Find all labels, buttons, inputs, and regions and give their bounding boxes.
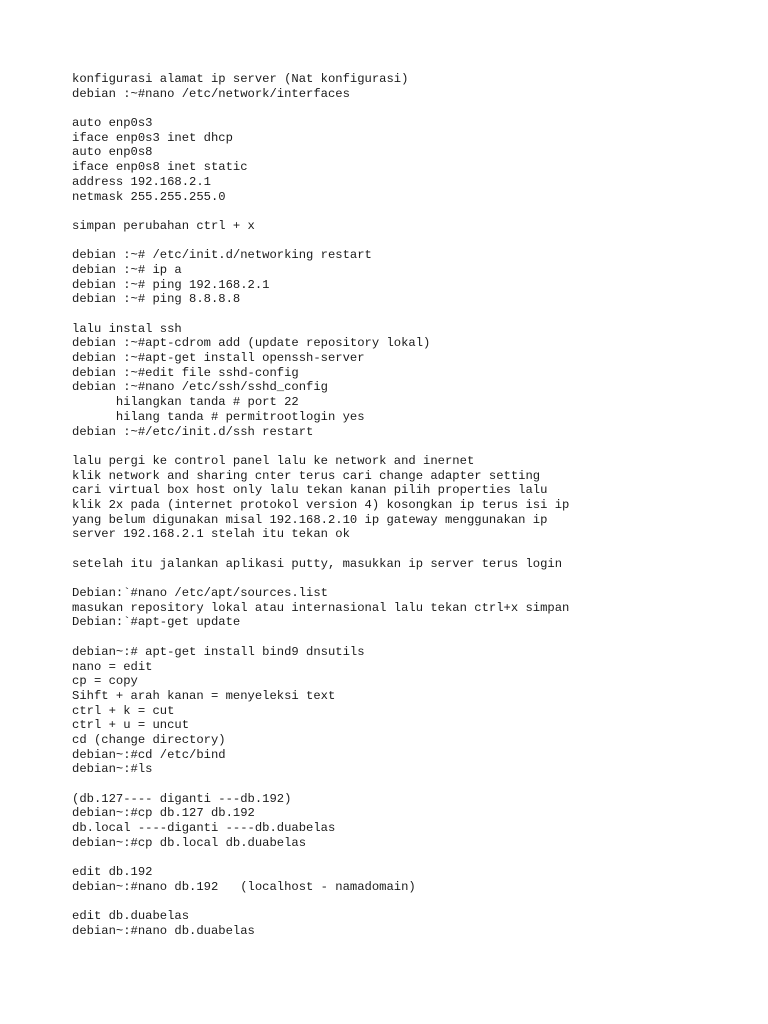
document-line: lalu pergi ke control panel lalu ke network and inernet — [72, 453, 475, 468]
document-line — [72, 630, 752, 645]
document-line: cp = copy — [72, 674, 138, 689]
document-line: edit db.duabelas — [72, 909, 190, 924]
document-body — [72, 72, 752, 939]
document-line: debian :~# ip a — [72, 262, 182, 277]
document-line: debian :~#/etc/init.d/ssh restart — [72, 424, 314, 439]
document-line: masukan repository lokal atau internasional lalu tekan ctrl+x simpan — [72, 600, 570, 615]
document-line: cd (change directory) — [72, 732, 226, 747]
document-line: klik 2x pada (internet protokol version 4) kosongkan ip terus isi ip — [72, 497, 570, 512]
document-line: netmask 255.255.255.0 — [72, 189, 226, 204]
document-line: (db.127---- diganti ---db.192) — [72, 791, 292, 806]
document-line: iface enp0s3 inet dhcp — [72, 130, 233, 145]
document-line — [72, 101, 752, 116]
document-line: debian :~# /etc/init.d/networking restart — [72, 248, 372, 263]
document-line: debian~:#nano db.192 (localhost - namadomain) — [72, 879, 416, 894]
document-line — [72, 439, 752, 454]
document-line — [72, 204, 752, 219]
document-line: hilang tanda # permitrootlogin yes — [72, 409, 365, 424]
document-line: server 192.168.2.1 stelah itu tekan ok — [72, 527, 350, 542]
document-line: ctrl + u = uncut — [72, 718, 190, 733]
document-line: address 192.168.2.1 — [72, 174, 211, 189]
document-line: simpan perubahan ctrl + x — [72, 218, 255, 233]
document-line: debian~:#cp db.127 db.192 — [72, 806, 255, 821]
document-line: debian :~# ping 8.8.8.8 — [72, 292, 241, 307]
document-line: Debian:`#apt-get update — [72, 615, 241, 630]
document-line: setelah itu jalankan aplikasi putty, masukkan ip server terus login — [72, 556, 563, 571]
document-line: ctrl + k = cut — [72, 703, 175, 718]
document-line: hilangkan tanda # port 22 — [72, 395, 299, 410]
document-line: cari virtual box host only lalu tekan kanan pilih properties lalu — [72, 483, 548, 498]
document-line: debian~:#cp db.local db.duabelas — [72, 835, 307, 850]
document-line — [72, 542, 752, 557]
document-line — [72, 571, 752, 586]
document-line: db.local ----diganti ----db.duabelas — [72, 821, 336, 836]
document-line — [72, 777, 752, 792]
document-line: klik network and sharing cnter terus cari change adapter setting — [72, 468, 541, 483]
document-line: debian :~#apt-cdrom add (update repository lokal) — [72, 336, 431, 351]
document-line: debian :~#nano /etc/ssh/sshd_config — [72, 380, 328, 395]
document-line: Debian:`#nano /etc/apt/sources.list — [72, 586, 328, 601]
document-line: debian :~#nano /etc/network/interfaces — [72, 86, 350, 101]
document-line: auto enp0s8 — [72, 145, 153, 160]
document-line — [72, 307, 752, 322]
document-line — [72, 234, 752, 249]
document-line: debian :~#edit file sshd-config — [72, 365, 299, 380]
document-line: debian~:#ls — [72, 762, 153, 777]
document-line — [72, 850, 752, 865]
document-line: Sihft + arah kanan = menyeleksi text — [72, 688, 336, 703]
document-line: yang belum digunakan misal 192.168.2.10 ip gateway menggunakan ip — [72, 512, 548, 527]
document-line: lalu instal ssh — [72, 321, 182, 336]
document-line: iface enp0s8 inet static — [72, 160, 248, 175]
document-line: konfigurasi alamat ip server (Nat konfigurasi) — [72, 72, 409, 86]
document-line: debian :~# ping 192.168.2.1 — [72, 277, 270, 292]
document-line: debian~:#nano db.duabelas — [72, 923, 255, 938]
document-line: edit db.192 — [72, 865, 153, 880]
document-line: auto enp0s3 — [72, 116, 153, 131]
document-line: debian~:# apt-get install bind9 dnsutils — [72, 644, 365, 659]
document-line: nano = edit — [72, 659, 153, 674]
document-line — [72, 895, 752, 910]
document-line: debian~:#cd /etc/bind — [72, 747, 226, 762]
document-line: debian :~#apt-get install openssh-server — [72, 351, 365, 366]
